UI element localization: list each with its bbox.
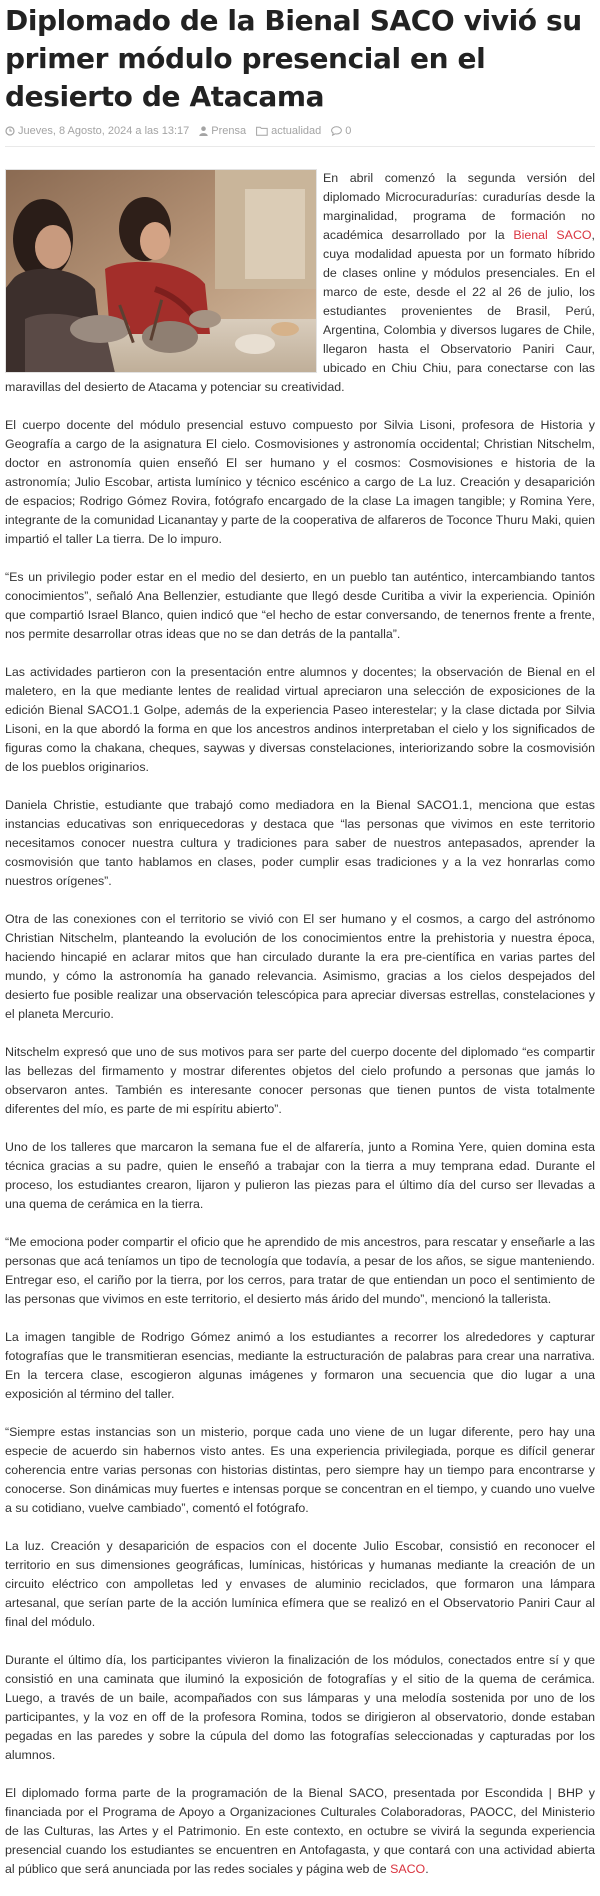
article-paragraph: La imagen tangible de Rodrigo Gómez animó a los estudiantes a recorrer los alrededores y capturar fotografías que le transmitieran esencias, mediante la estructuración de palabras para crear una narrativa. En la tercera clase, escogieron algunas imágenes y formaron una secuencia que dio lugar a una exposición al término del taller. bbox=[5, 1330, 595, 1401]
lead-photo bbox=[5, 169, 317, 373]
comment-icon bbox=[331, 126, 342, 136]
saco-website-link[interactable]: SACO bbox=[390, 1862, 426, 1876]
user-icon bbox=[199, 126, 208, 136]
article-paragraph: Las actividades partieron con la presentación entre alumnos y docentes; la observación de Bienal en el maletero, en la que mediante lentes de realidad virtual apreciaron una selección de exposiciones de la edición Bienal SACO1.1 Golpe, además de la experiencia Paseo interestelar; y la clase dictada por Silvia Lisoni, en la que abordó la forma en que los ancestros andinos interpretaban el cielo y los significados de figuras como la chakana, cheques, saywas y diversas constelaciones, interiorizando sobre la cosmovisión de los pueblos originarios. bbox=[5, 665, 595, 774]
meta-author bbox=[199, 125, 246, 137]
bienal-saco-link[interactable]: Bienal SACO bbox=[513, 228, 592, 242]
pottery-workshop-photo bbox=[5, 169, 317, 373]
article-paragraph-1: En abril comenzó la segunda versión del diplomado Microcuradurías: curadurías desde la marginalidad, programa de formación no académica desarrollado por la Bienal SACO, cuya modalidad apuesta por un formato híbrido de clases online y módulos presenciales. En el marco de este, desde el 22 al 26 de julio, los estudiantes provenientes de Brasil, Perú, Argentina, Colombia y diversos lugares de Chile, llegaron hasta el Observatorio Paniri Caur, ubicado en Chiu Chiu, para conectarse con las maravillas del desierto de Atacama y potenciar su creatividad. bbox=[5, 171, 595, 394]
article-paragraph: La luz. Creación y desaparición de espacios con el docente Julio Escobar, consistió en reconocer el territorio en sus dimensiones geográficas, lumínicas, históricas y humanas mediante la creación de un circuito eléctrico con ampolletas led y envases de aluminio reciclados, que formaron una lámpara artesanal, que serían parte de la acción lumínica efímera que se realizó en el Observatorio Paniri Caur al final del módulo. bbox=[5, 1539, 595, 1629]
article-paragraph: “Es un privilegio poder estar en el medio del desierto, en un pueblo tan auténtico, intercambiando tantos conocimientos”, señaló Ana Bellenzier, estudiante que llegó desde Curitiba a vivir la experiencia. Opinión que compartió Israel Blanco, quien indicó que “el hecho de estar conversando, de tenernos frente a frente, nos permite desarrollar otras ideas que no se dan detrás de la pantalla”. bbox=[5, 570, 595, 641]
meta-date-text: Jueves, 8 Agosto, 2024 a las 13:17 bbox=[18, 125, 190, 137]
folder-icon bbox=[256, 126, 268, 136]
meta-author-link[interactable]: Prensa bbox=[211, 125, 247, 137]
article-paragraph: Daniela Christie, estudiante que trabajó como mediadora en la Bienal SACO1.1, menciona que estas instancias educativas son enriquecedoras y destaca que “las personas que vivimos en este territorio necesitamos conocer nuestra cultura y tradiciones para saber de nuestros antepasados, aprender la cosmovisión que tanto hablamos en clases, poder cumplir esas tradiciones y a la vez honrarlas como nuestros orígenes”. bbox=[5, 798, 595, 888]
article-paragraph: Uno de los talleres que marcaron la semana fue el de alfarería, junto a Romina Yere, quien domina esta técnica gracias a su padre, quien le enseñó a trabajar con la tierra a muy temprana edad. Durante el proceso, los estudiantes crearon, lijaron y pulieron las piezas para el último día del curso ser llevadas a una quema de cerámica en la tierra. bbox=[5, 1140, 595, 1211]
article-body bbox=[5, 169, 595, 1879]
article-paragraph: Nitschelm expresó que uno de sus motivos para ser parte del cuerpo docente del diplomado “es compartir las bellezas del firmamento y mostrar diferentes objetos del cielo profundo a personas que jamás lo observaron antes. También es interesante conocer personas que tienen puntos de vista totalmente diferentes del mío, es parte de mi espíritu abierto”. bbox=[5, 1045, 595, 1116]
article-paragraph: Otra de las conexiones con el territorio se vivió con El ser humano y el cosmos, a cargo del astrónomo Christian Nitschelm, planteando la evolución de los conocimientos entre la prehistoria y nuestra época, haciendo hincapié en aclarar mitos que han circulado durante la era pre-científica en varias partes del mundo, y cómo la astronomía ha ganado relevancia. Asimismo, gracias a los cielos despejados del desierto fue posible realizar una observación telescópica para apreciar diversas estrellas, constelaciones y el planeta Mercurio. bbox=[5, 912, 595, 1021]
article-paragraph: “Siempre estas instancias son un misterio, porque cada uno viene de un lugar diferente, pero hay una especie de acuerdo sin habernos visto antes. Es una experiencia privilegiada, porque es difícil generar coherencia entre varias personas con historias distintas, pero siempre hay un tiempo para encontrarse y conocerse. Son dinámicas muy fuertes e intensas porque se concentran en el tiempo, y cuando uno vuelve a su cotidiano, vuelve cambiado”, comentó el fotógrafo. bbox=[5, 1425, 595, 1515]
meta-category bbox=[256, 125, 321, 137]
meta-comments-link[interactable]: 0 bbox=[345, 125, 352, 137]
article-paragraph-last: El diplomado forma parte de la programación de la Bienal SACO, presentada por Escondida | BHP y financiada por el Programa de Apoyo a Organizaciones Culturales Colaboradoras, PAOCC, del Ministerio de las Culturas, las Artes y el Patrimonio. En este contexto, en octubre se vivirá la segunda experiencia presencial cuando los estudiantes se encuentren en Antofagasta, y que contará con una actividad abierta al público que será anunciada por las redes sociales y página web de SACO. bbox=[5, 1786, 595, 1876]
meta-date bbox=[5, 125, 189, 137]
article-meta bbox=[5, 124, 595, 147]
clock-icon bbox=[5, 126, 15, 136]
article-paragraph: “Me emociona poder compartir el oficio que he aprendido de mis ancestros, para rescatar y enseñarle a las personas que acá teníamos un tipo de tecnología que todavía, a pesar de los años, se sigue manteniendo. Entregar eso, el cariño por la tierra, por los cerros, para tratar de que entiendan un poco el sentimiento de las personas que vivimos en este territorio, el desierto más árido del mundo”, mencionó la tallerista. bbox=[5, 1235, 595, 1306]
article-paragraph: El cuerpo docente del módulo presencial estuvo compuesto por Silvia Lisoni, profesora de Historia y Geografía a cargo de la asignatura El cielo. Cosmovisiones y astronomía occidental; Christian Nitschelm, doctor en astronomía quien enseñó El ser humano y el cosmos: Cosmovisiones e historia de la astronomía; Julio Escobar, artista lumínico y técnico escénico a cargo de La luz. Creación y desaparición de espacios; Rodrigo Gómez Rovira, fotógrafo encargado de la clase La imagen tangible; y Romina Yere, integrante de la comunidad Licanantay y parte de la cooperativa de alfareros de Toconce Thuru Maki, quien impartió el taller La tierra. De lo impuro. bbox=[5, 418, 595, 546]
article-title: Diplomado de la Bienal SACO vivió su primer módulo presencial en el desierto de Atacama bbox=[5, 4, 582, 113]
meta-category-link[interactable]: actualidad bbox=[271, 125, 322, 137]
article-paragraph: Durante el último día, los participantes vivieron la finalización de los módulos, conectados entre sí y que consistió en una caminata que iluminó la exposición de fotografías y el sitio de la quema de cerámica. Luego, a través de un baile, acompañados con sus lámparas y una melodía sostenida por uno de los participantes, y la voz en off de la profesora Romina, todos se dirigieron al observatorio, donde estaban pegadas en las paredes y sobre la cúpula del domo las fotografías seleccionadas y capturadas por los alumnos. bbox=[5, 1653, 595, 1762]
meta-comments bbox=[331, 125, 351, 137]
